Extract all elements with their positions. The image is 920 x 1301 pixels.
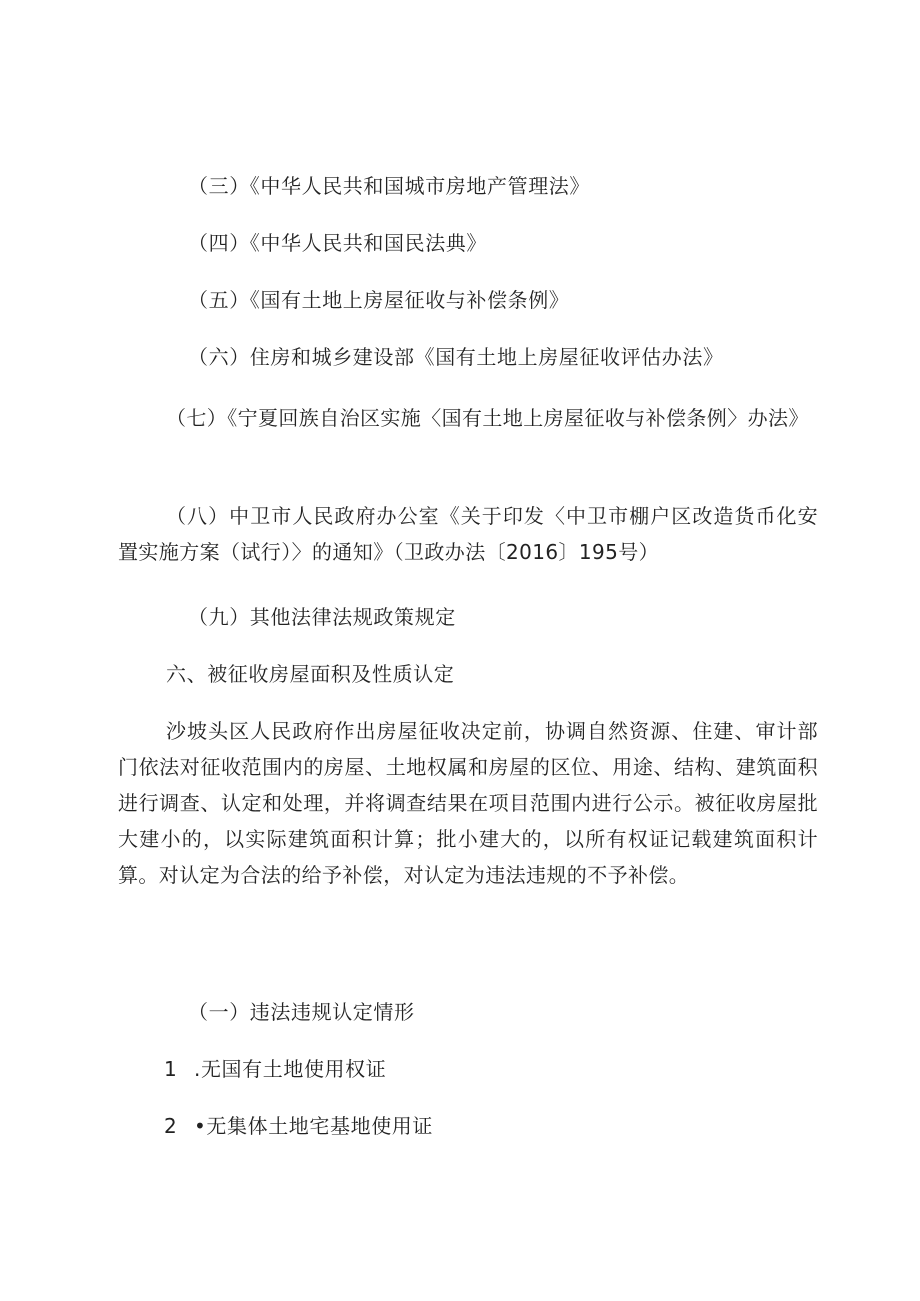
list-item-number: 1	[164, 1057, 178, 1081]
item-seven: （七）《宁夏回族自治区实施〈国有土地上房屋征收与补偿条例〉办法》	[166, 406, 809, 430]
section-paragraph: 沙坡头区人民政府作出房屋征收决定前，协调自然资源、住建、审计部门依法对征收范围内的房屋、土地权属和房屋的区位、用途、结构、建筑面积进行调查、认定和处理，并将调查结果在项目范围内进行公示。被征收房屋批大建小的，以实际建筑面积计算；批小建大的，以所有权证记载建筑面积计算。对认定为合法的给予补偿，对认定为违法违规的不予补偿。	[118, 719, 818, 887]
item-nine: （九）其他法律法规政策规定	[188, 605, 456, 629]
list-item	[164, 1055, 386, 1083]
item-six: （六）住房和城乡建设部《国有土地上房屋征收评估办法》	[188, 345, 724, 369]
item-five: （五）《国有土地上房屋征收与补偿条例》	[188, 288, 570, 312]
sub-heading: （一）违法违规认定情形	[188, 1000, 415, 1024]
list-item-text: •无集体土地宅基地使用证	[194, 1114, 433, 1138]
list-item	[164, 1112, 433, 1140]
section-heading: 六、被征收房屋面积及性质认定	[166, 662, 455, 686]
item-eight: （八）中卫市人民政府办公室《关于印发〈中卫市棚户区改造货币化安置实施方案（试行）〉的通知》（卫政办法〔2016〕195号）	[118, 504, 818, 564]
list-item-text: .无国有土地使用权证	[194, 1057, 387, 1081]
list-item-number: 2	[164, 1114, 178, 1138]
item-three: （三）《中华人民共和国城市房地产管理法》	[188, 174, 590, 198]
item-four: （四）《中华人民共和国民法典》	[188, 231, 487, 255]
